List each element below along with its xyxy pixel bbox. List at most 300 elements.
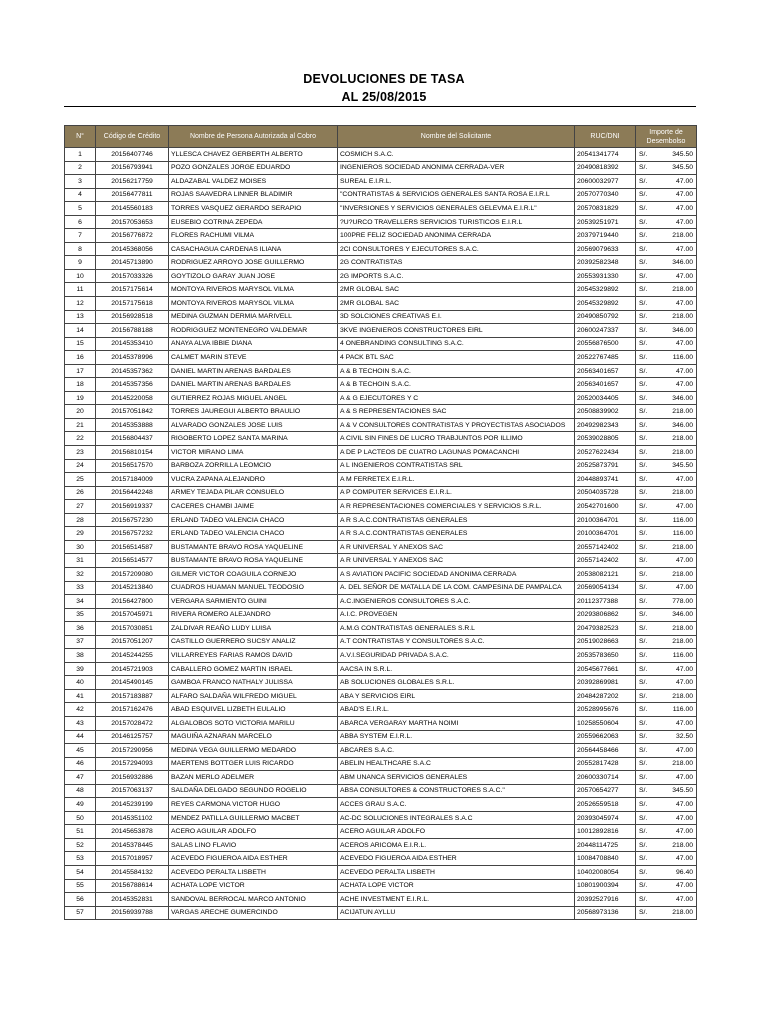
table-row <box>65 649 697 663</box>
cell-n: 6 <box>65 215 96 229</box>
cell-n: 37 <box>65 635 96 649</box>
cell-amount: 47.00 <box>658 188 697 202</box>
cell-amount: 218.00 <box>658 838 697 852</box>
cell-n: 40 <box>65 676 96 690</box>
cell-ruc: 20379719440 <box>575 229 636 243</box>
cell-currency: S/. <box>636 513 658 527</box>
cell-n: 46 <box>65 757 96 771</box>
cell-persona: ALVARADO GONZALES JOSE LUIS <box>169 418 338 432</box>
cell-amount: 47.00 <box>658 825 697 839</box>
cell-amount: 346.00 <box>658 324 697 338</box>
cell-ruc: 20545677661 <box>575 662 636 676</box>
cell-codigo: 20145378996 <box>96 351 169 365</box>
cell-codigo: 20156217759 <box>96 175 169 189</box>
cell-ruc: 20100364701 <box>575 527 636 541</box>
table-row <box>65 283 697 297</box>
cell-currency: S/. <box>636 527 658 541</box>
cell-amount: 96.40 <box>658 865 697 879</box>
cell-codigo: 20156810154 <box>96 446 169 460</box>
table-row <box>65 351 697 365</box>
cell-currency: S/. <box>636 825 658 839</box>
cell-currency: S/. <box>636 473 658 487</box>
cell-currency: S/. <box>636 148 658 162</box>
header-importe: Importe de Desembolso <box>636 126 697 148</box>
cell-n: 49 <box>65 798 96 812</box>
cell-ruc: 10084708840 <box>575 852 636 866</box>
cell-currency: S/. <box>636 256 658 270</box>
cell-ruc: 20525873791 <box>575 459 636 473</box>
cell-codigo: 20145220058 <box>96 391 169 405</box>
table-row <box>65 188 697 202</box>
cell-solicitante: A R REPRESENTACIONES COMERCIALES Y SERVICIOS S.R.L. <box>338 500 575 514</box>
cell-n: 8 <box>65 242 96 256</box>
cell-currency: S/. <box>636 893 658 907</box>
cell-persona: CABALLERO GOMEZ MARTIN ISRAEL <box>169 662 338 676</box>
cell-amount: 218.00 <box>658 757 697 771</box>
cell-persona: POZO GONZALES JORGE EDUARDO <box>169 161 338 175</box>
cell-currency: S/. <box>636 297 658 311</box>
cell-solicitante: ABA Y SERVICIOS EIRL <box>338 689 575 703</box>
cell-persona: GOYTIZOLO GARAY JUAN JOSE <box>169 269 338 283</box>
cell-currency: S/. <box>636 175 658 189</box>
cell-solicitante: COSMICH S.A.C. <box>338 148 575 162</box>
table-row <box>65 229 697 243</box>
cell-currency: S/. <box>636 703 658 717</box>
cell-solicitante: A DE P LACTEOS DE CUATRO LAGUNAS POMACANCHI <box>338 446 575 460</box>
cell-currency: S/. <box>636 662 658 676</box>
cell-n: 5 <box>65 202 96 216</box>
cell-ruc: 20600247337 <box>575 324 636 338</box>
cell-codigo: 20157294093 <box>96 757 169 771</box>
table-row <box>65 567 697 581</box>
cell-ruc: 20519028663 <box>575 635 636 649</box>
cell-n: 11 <box>65 283 96 297</box>
cell-persona: MEDINA VEGA GUILLERMO MEDARDO <box>169 744 338 758</box>
cell-amount: 346.00 <box>658 608 697 622</box>
cell-solicitante: 100PRE FELIZ SOCIEDAD ANONIMA CERRADA <box>338 229 575 243</box>
cell-amount: 47.00 <box>658 337 697 351</box>
cell-codigo: 20145357362 <box>96 364 169 378</box>
cell-ruc: 20527622434 <box>575 446 636 460</box>
cell-codigo: 20156788188 <box>96 324 169 338</box>
header-solicitante: Nombre del Solicitante <box>338 126 575 148</box>
cell-solicitante: ABAD'S E.I.R.L. <box>338 703 575 717</box>
table-body <box>65 148 697 920</box>
cell-codigo: 20145490145 <box>96 676 169 690</box>
cell-persona: ACEVEDO FIGUEROA AIDA ESTHER <box>169 852 338 866</box>
table-row <box>65 676 697 690</box>
cell-n: 55 <box>65 879 96 893</box>
cell-currency: S/. <box>636 188 658 202</box>
cell-solicitante: 4 PACK BTL SAC <box>338 351 575 365</box>
cell-ruc: 20545329892 <box>575 283 636 297</box>
header-persona: Nombre de Persona Autorizada al Cobro <box>169 126 338 148</box>
cell-persona: ARMEY TEJADA PILAR CONSUELO <box>169 486 338 500</box>
cell-ruc: 20600330714 <box>575 771 636 785</box>
cell-n: 41 <box>65 689 96 703</box>
cell-amount: 47.00 <box>658 554 697 568</box>
cell-solicitante: A.I.C. PROVEGEN <box>338 608 575 622</box>
cell-ruc: 10402008054 <box>575 865 636 879</box>
cell-amount: 47.00 <box>658 811 697 825</box>
cell-ruc: 20539251971 <box>575 215 636 229</box>
cell-ruc: 20520034405 <box>575 391 636 405</box>
cell-ruc: 20448893741 <box>575 473 636 487</box>
header-n: N° <box>65 126 96 148</box>
cell-persona: YLLESCA CHAVEZ GERBERTH ALBERTO <box>169 148 338 162</box>
cell-currency: S/. <box>636 676 658 690</box>
cell-currency: S/. <box>636 283 658 297</box>
cell-persona: DANIEL MARTIN ARENAS BARDALES <box>169 364 338 378</box>
table-row <box>65 879 697 893</box>
cell-ruc: 20492982343 <box>575 418 636 432</box>
cell-solicitante: A.V.I.SEGURIDAD PRIVADA S.A.C. <box>338 649 575 663</box>
cell-currency: S/. <box>636 269 658 283</box>
cell-ruc: 20569054134 <box>575 581 636 595</box>
cell-amount: 218.00 <box>658 446 697 460</box>
table-row <box>65 635 697 649</box>
cell-currency: S/. <box>636 649 658 663</box>
cell-n: 33 <box>65 581 96 595</box>
cell-amount: 218.00 <box>658 229 697 243</box>
cell-ruc: 20552817428 <box>575 757 636 771</box>
cell-ruc: 20564458466 <box>575 744 636 758</box>
cell-n: 10 <box>65 269 96 283</box>
cell-n: 17 <box>65 364 96 378</box>
cell-currency: S/. <box>636 716 658 730</box>
cell-ruc: 20556876500 <box>575 337 636 351</box>
cell-n: 26 <box>65 486 96 500</box>
table-row <box>65 378 697 392</box>
cell-n: 44 <box>65 730 96 744</box>
cell-solicitante: 3D SOLCIONES CREATIVAS E.I. <box>338 310 575 324</box>
cell-solicitante: A.M.G CONTRATISTAS GENERALES S.R.L <box>338 622 575 636</box>
cell-amount: 47.00 <box>658 893 697 907</box>
cell-solicitante: AC-DC SOLUCIONES INTEGRALES S.A.C <box>338 811 575 825</box>
cell-solicitante: "CONTRATISTAS & SERVICIOS GENERALES SANTA ROSA E.I.R.L <box>338 188 575 202</box>
cell-solicitante: A & G EJECUTORES Y C <box>338 391 575 405</box>
cell-codigo: 20156932886 <box>96 771 169 785</box>
cell-ruc: 20392582348 <box>575 256 636 270</box>
cell-persona: DANIEL MARTIN ARENAS BARDALES <box>169 378 338 392</box>
cell-persona: GILMER VICTOR COAGUILA CORNEJO <box>169 567 338 581</box>
cell-persona: MONTOYA RIVEROS MARYSOL VILMA <box>169 283 338 297</box>
cell-n: 21 <box>65 418 96 432</box>
cell-persona: RIGOBERTO LOPEZ SANTA MARINA <box>169 432 338 446</box>
cell-codigo: 20145244255 <box>96 649 169 663</box>
cell-n: 48 <box>65 784 96 798</box>
cell-ruc: 20508839902 <box>575 405 636 419</box>
cell-ruc: 20479382523 <box>575 622 636 636</box>
cell-currency: S/. <box>636 351 658 365</box>
table-row <box>65 324 697 338</box>
cell-solicitante: ABCARES S.A.C. <box>338 744 575 758</box>
cell-codigo: 20156793941 <box>96 161 169 175</box>
cell-n: 23 <box>65 446 96 460</box>
cell-currency: S/. <box>636 215 658 229</box>
cell-codigo: 20156407746 <box>96 148 169 162</box>
table-row <box>65 730 697 744</box>
table-row <box>65 622 697 636</box>
cell-currency: S/. <box>636 310 658 324</box>
table-row <box>65 595 697 609</box>
cell-codigo: 20157184009 <box>96 473 169 487</box>
table-row <box>65 540 697 554</box>
cell-ruc: 20448114725 <box>575 838 636 852</box>
cell-solicitante: A. DEL SEÑOR DE MATALLA DE LA COM. CAMPESINA DE PAMPALCA <box>338 581 575 595</box>
cell-codigo: 20157162476 <box>96 703 169 717</box>
cell-amount: 345.50 <box>658 161 697 175</box>
cell-amount: 346.00 <box>658 391 697 405</box>
cell-n: 39 <box>65 662 96 676</box>
cell-codigo: 20156757230 <box>96 513 169 527</box>
cell-ruc: 10258550604 <box>575 716 636 730</box>
cell-n: 18 <box>65 378 96 392</box>
cell-amount: 47.00 <box>658 771 697 785</box>
cell-codigo: 20157063137 <box>96 784 169 798</box>
cell-n: 56 <box>65 893 96 907</box>
cell-persona: VUCRA ZAPANA ALEJANDRO <box>169 473 338 487</box>
table-row <box>65 513 697 527</box>
cell-ruc: 20490850792 <box>575 310 636 324</box>
document-title: DEVOLUCIONES DE TASA <box>303 72 465 86</box>
cell-n: 34 <box>65 595 96 609</box>
cell-currency: S/. <box>636 378 658 392</box>
cell-solicitante: A R UNIVERSAL Y ANEXOS SAC <box>338 540 575 554</box>
cell-solicitante: A M FERRETEX E.I.R.L. <box>338 473 575 487</box>
table-row <box>65 148 697 162</box>
cell-amount: 116.00 <box>658 513 697 527</box>
cell-persona: TORRES JAUREGUI ALBERTO BRAULIO <box>169 405 338 419</box>
cell-codigo: 20145653878 <box>96 825 169 839</box>
cell-ruc: 20522767485 <box>575 351 636 365</box>
cell-amount: 116.00 <box>658 703 697 717</box>
cell-codigo: 20145721903 <box>96 662 169 676</box>
cell-ruc: 20563401657 <box>575 364 636 378</box>
cell-persona: MENDEZ PATILLA GUILLERMO MACBET <box>169 811 338 825</box>
table-row <box>65 581 697 595</box>
cell-currency: S/. <box>636 757 658 771</box>
cell-solicitante: A & B TECHOIN S.A.C. <box>338 364 575 378</box>
cell-ruc: 20545329892 <box>575 297 636 311</box>
table-row <box>65 175 697 189</box>
cell-persona: ACEVEDO PERALTA LISBETH <box>169 865 338 879</box>
cell-solicitante: ACERO AGUILAR ADOLFO <box>338 825 575 839</box>
cell-n: 30 <box>65 540 96 554</box>
table-row <box>65 486 697 500</box>
cell-codigo: 20145378445 <box>96 838 169 852</box>
cell-persona: ALDAZABAL VALDEZ MOISES <box>169 175 338 189</box>
cell-n: 15 <box>65 337 96 351</box>
cell-ruc: 20568973136 <box>575 906 636 920</box>
cell-codigo: 20157018957 <box>96 852 169 866</box>
cell-codigo: 20156514577 <box>96 554 169 568</box>
table-row <box>65 391 697 405</box>
document-subtitle: AL 25/08/2015 <box>341 90 427 104</box>
cell-solicitante: 3KVE INGENIEROS CONSTRUCTORES EIRL <box>338 324 575 338</box>
cell-n: 7 <box>65 229 96 243</box>
cell-persona: EUSEBIO COTRINA ZEPEDA <box>169 215 338 229</box>
cell-persona: CALMET MARIN STEVE <box>169 351 338 365</box>
cell-currency: S/. <box>636 689 658 703</box>
cell-currency: S/. <box>636 161 658 175</box>
cell-amount: 218.00 <box>658 486 697 500</box>
cell-solicitante: ACEROS ARICOMA E.I.R.L. <box>338 838 575 852</box>
cell-persona: ANAYA ALVA IBBIE DIANA <box>169 337 338 351</box>
cell-codigo: 20145584132 <box>96 865 169 879</box>
cell-n: 29 <box>65 527 96 541</box>
cell-currency: S/. <box>636 324 658 338</box>
cell-currency: S/. <box>636 418 658 432</box>
cell-currency: S/. <box>636 391 658 405</box>
table-row <box>65 716 697 730</box>
refunds-table <box>64 125 697 920</box>
cell-solicitante: ABELIN HEALTHCARE S.A.C <box>338 757 575 771</box>
cell-n: 22 <box>65 432 96 446</box>
cell-ruc: 20293806862 <box>575 608 636 622</box>
table-row <box>65 161 697 175</box>
cell-persona: ACHATA LOPE VICTOR <box>169 879 338 893</box>
cell-codigo: 20145353888 <box>96 418 169 432</box>
cell-ruc: 20570831829 <box>575 202 636 216</box>
cell-amount: 116.00 <box>658 649 697 663</box>
cell-n: 45 <box>65 744 96 758</box>
table-row <box>65 459 697 473</box>
cell-persona: VILLARREYES FARIAS RAMOS DAVID <box>169 649 338 663</box>
cell-currency: S/. <box>636 567 658 581</box>
cell-n: 3 <box>65 175 96 189</box>
table-row <box>65 554 697 568</box>
cell-n: 42 <box>65 703 96 717</box>
cell-amount: 47.00 <box>658 378 697 392</box>
cell-persona: MEDINA GUZMAN DERMIA MARIVELL <box>169 310 338 324</box>
table-row <box>65 500 697 514</box>
cell-amount: 47.00 <box>658 879 697 893</box>
cell-amount: 345.50 <box>658 459 697 473</box>
cell-codigo: 20156514587 <box>96 540 169 554</box>
cell-amount: 47.00 <box>658 500 697 514</box>
cell-solicitante: INGENIEROS SOCIEDAD ANONIMA CERRADA-VER <box>338 161 575 175</box>
cell-persona: BUSTAMANTE BRAVO ROSA YAQUELINE <box>169 554 338 568</box>
cell-solicitante: ACEVEDO PERALTA LISBETH <box>338 865 575 879</box>
cell-currency: S/. <box>636 364 658 378</box>
cell-solicitante: AACSA IN S.R.L. <box>338 662 575 676</box>
cell-n: 47 <box>65 771 96 785</box>
table-row <box>65 893 697 907</box>
table-row <box>65 418 697 432</box>
table-row <box>65 337 697 351</box>
title-divider <box>64 106 696 107</box>
cell-persona: RIVERA ROMERO ALEJANDRO <box>169 608 338 622</box>
cell-solicitante: A.T CONTRATISTAS Y CONSULTORES S.A.C. <box>338 635 575 649</box>
cell-persona: RODRIGUEZ ARROYO JOSE GUILLERMO <box>169 256 338 270</box>
cell-currency: S/. <box>636 432 658 446</box>
cell-currency: S/. <box>636 337 658 351</box>
cell-solicitante: "INVERSIONES Y SERVICIOS GENERALES GELEVMA E.I.R.L" <box>338 202 575 216</box>
cell-currency: S/. <box>636 242 658 256</box>
cell-amount: 47.00 <box>658 744 697 758</box>
cell-solicitante: 2MR GLOBAL SAC <box>338 297 575 311</box>
cell-codigo: 20157290956 <box>96 744 169 758</box>
cell-codigo: 20157045971 <box>96 608 169 622</box>
table-row <box>65 256 697 270</box>
table-row <box>65 757 697 771</box>
cell-codigo: 20145353410 <box>96 337 169 351</box>
cell-n: 51 <box>65 825 96 839</box>
table-row <box>65 432 697 446</box>
cell-currency: S/. <box>636 744 658 758</box>
cell-n: 53 <box>65 852 96 866</box>
table-row <box>65 703 697 717</box>
cell-currency: S/. <box>636 622 658 636</box>
cell-currency: S/. <box>636 879 658 893</box>
table-row <box>65 744 697 758</box>
cell-n: 9 <box>65 256 96 270</box>
cell-codigo: 20157030851 <box>96 622 169 636</box>
cell-amount: 47.00 <box>658 662 697 676</box>
cell-solicitante: A R S.A.C.CONTRATISTAS GENERALES <box>338 513 575 527</box>
cell-currency: S/. <box>636 595 658 609</box>
cell-codigo: 20145713890 <box>96 256 169 270</box>
cell-n: 50 <box>65 811 96 825</box>
cell-amount: 218.00 <box>658 689 697 703</box>
table-row <box>65 473 697 487</box>
cell-ruc: 20542701600 <box>575 500 636 514</box>
cell-amount: 218.00 <box>658 635 697 649</box>
cell-ruc: 20570654277 <box>575 784 636 798</box>
cell-n: 54 <box>65 865 96 879</box>
cell-n: 4 <box>65 188 96 202</box>
cell-codigo: 20145352831 <box>96 893 169 907</box>
cell-persona: SALAS LINO FLAVIO <box>169 838 338 852</box>
table-row <box>65 689 697 703</box>
cell-codigo: 20157209080 <box>96 567 169 581</box>
cell-codigo: 20157175614 <box>96 283 169 297</box>
cell-persona: SALDAÑA DELGADO SEGUNDO ROGELIO <box>169 784 338 798</box>
cell-currency: S/. <box>636 405 658 419</box>
cell-currency: S/. <box>636 229 658 243</box>
cell-solicitante: AB SOLUCIONES GLOBALES S.R.L. <box>338 676 575 690</box>
cell-solicitante: ACIJATUN AYLLU <box>338 906 575 920</box>
cell-amount: 218.00 <box>658 906 697 920</box>
cell-ruc: 10801900394 <box>575 879 636 893</box>
table-row <box>65 364 697 378</box>
cell-persona: VICTOR MIRANO LIMA <box>169 446 338 460</box>
cell-solicitante: A CIVIL SIN FINES DE LUCRO TRABJUNTOS POR ILLIMO <box>338 432 575 446</box>
cell-persona: BAZAN MERLO ADELMER <box>169 771 338 785</box>
cell-currency: S/. <box>636 771 658 785</box>
cell-persona: CACERES CHAMBI JAIME <box>169 500 338 514</box>
cell-currency: S/. <box>636 500 658 514</box>
cell-solicitante: ACHE INVESTMENT E.I.R.L. <box>338 893 575 907</box>
cell-ruc: 20535783650 <box>575 649 636 663</box>
cell-solicitante: A R UNIVERSAL Y ANEXOS SAC <box>338 554 575 568</box>
cell-ruc: 20490818392 <box>575 161 636 175</box>
cell-amount: 218.00 <box>658 283 697 297</box>
cell-ruc: 20112377388 <box>575 595 636 609</box>
cell-amount: 218.00 <box>658 432 697 446</box>
table-row <box>65 202 697 216</box>
cell-solicitante: A & S REPRESENTACIONES SAC <box>338 405 575 419</box>
cell-solicitante: A.C.INGENIEROS CONSULTORES S.A.C. <box>338 595 575 609</box>
cell-codigo: 20156517570 <box>96 459 169 473</box>
cell-solicitante: A L INGENIEROS CONTRATISTAS SRL <box>338 459 575 473</box>
cell-n: 12 <box>65 297 96 311</box>
cell-n: 16 <box>65 351 96 365</box>
table-row <box>65 297 697 311</box>
table-row <box>65 608 697 622</box>
cell-codigo: 20145560183 <box>96 202 169 216</box>
